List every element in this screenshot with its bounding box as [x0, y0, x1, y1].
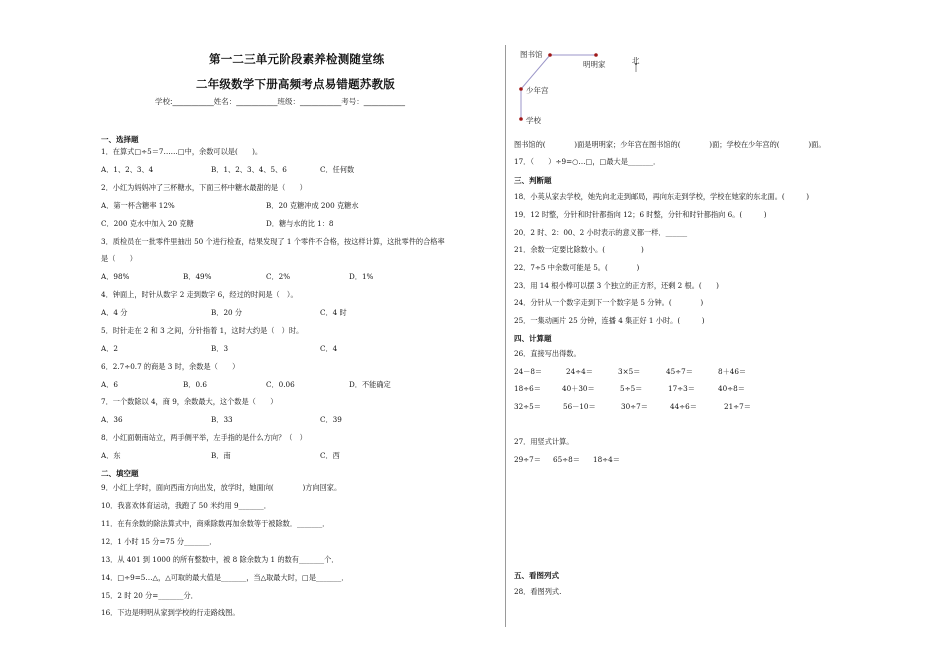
question-3-continued: 是（ ）	[101, 254, 137, 263]
question-7: 7．一个数除以 4，商 9，余数最大，这个数是（ ）	[101, 397, 278, 406]
question-28: 28．看图列式.	[514, 587, 562, 596]
q3-option-b: B．49%	[183, 272, 212, 281]
question-14: 14．□÷9=5…△，△可取的最大值是_______，当△取最大时，□是_______．	[101, 573, 349, 582]
map-label-youth-palace: 少年宫	[526, 86, 549, 95]
map-label-library: 图书馆	[520, 50, 543, 59]
q1-option-b: B．1、2、3、4、5、6	[211, 165, 287, 174]
q7-option-b: B．33	[211, 415, 233, 424]
question-1: 1．在算式□÷5＝7……□中，余数可以是( )。	[101, 147, 263, 156]
q7-option-a: A．36	[101, 415, 123, 424]
section-heading-choice: 一、选择题	[101, 135, 139, 144]
vertical-calc-item: 29÷7＝	[514, 455, 541, 464]
calc-item: 56－10＝	[563, 402, 596, 411]
map-label-home: 明明家	[583, 60, 606, 69]
q2-option-c: C．200 克水中加入 20 克糖	[101, 219, 194, 228]
question-3: 3．质检员在一批零件里抽出 50 个进行检查，结果发现了 1 个零件不合格，按这样计算，这批零件的合格率	[101, 237, 445, 246]
q6-option-b: B．0.6	[183, 380, 207, 389]
question-19: 19．12 时整，分针和时针都指向 12；6 时整，分针和时针都指向 6。( )	[514, 210, 767, 219]
question-18: 18．小英从家去学校，她先向北走到邮局，再向东走到学校，学校在她家的东北面。( )	[514, 192, 810, 201]
question-20: 20．2 时、2：00、2 小时表示的意义都一样．______	[514, 228, 688, 237]
calc-item: 40÷8＝	[718, 384, 745, 393]
section-heading-judge: 三、判断题	[514, 176, 552, 185]
section-heading-picture: 五、看图列式	[514, 571, 559, 580]
section-heading-calc: 四、计算题	[514, 334, 552, 343]
calc-item: 44÷6＝	[670, 402, 697, 411]
q4-option-a: A．4 分	[101, 308, 128, 317]
question-16-blanks: 图书馆的( )面是明明家；少年宫在图书馆的( )面；学校在少年宫的( )面。	[514, 140, 826, 149]
question-21: 21．余数一定要比除数小。( )	[514, 245, 644, 254]
question-16: 16．下边是明明从家到学校的行走路线图。	[101, 608, 240, 617]
calc-item: 17÷3＝	[668, 384, 695, 393]
north-arrow-icon: 北	[632, 56, 640, 65]
calc-item: 3×5＝	[618, 367, 641, 376]
q3-option-d: D．1%	[349, 272, 374, 281]
map-label-school: 学校	[526, 116, 541, 125]
q1-option-c: C．任何数	[320, 165, 355, 174]
question-2: 2．小红为妈妈冲了三杯糖水，下面三杯中糖水最甜的是（ ）	[101, 183, 307, 192]
q7-option-c: C．39	[320, 415, 342, 424]
q4-option-b: B．20 分	[211, 308, 243, 317]
calc-item: 40＋30＝	[562, 384, 595, 393]
question-9: 9．小红上学时，面向西南方向出发，放学时，她面向( )方向回家。	[101, 483, 342, 492]
q2-option-a: A．第一杯含糖率 12%	[101, 201, 175, 210]
question-8: 8．小红面朝南站立，两手侧平举，左手指的是什么方向？（ ）	[101, 433, 307, 442]
q8-option-c: C．西	[320, 451, 340, 460]
question-13: 13．从 401 到 1000 的所有整数中，被 8 除余数为 1 的数有_______个．	[101, 555, 339, 564]
question-15: 15．2 时 20 分=_______分．	[101, 591, 198, 600]
question-12: 12．1 小时 15 分=75 分_______．	[101, 537, 217, 546]
q2-option-d: D．糖与水的比 1：8	[266, 219, 334, 228]
vertical-calc-item: 65÷8＝	[553, 455, 580, 464]
q5-option-c: C．4	[320, 344, 338, 353]
calc-item: 5÷5＝	[620, 384, 643, 393]
question-25: 25．一集动画片 25 分钟，连播 4 集正好 1 小时。( )	[514, 316, 705, 325]
q5-option-b: B．3	[211, 344, 229, 353]
question-5: 5．时针走在 2 和 3 之间，分针指着 1，这时大约是（ ）时。	[101, 326, 304, 335]
section-heading-fill: 二、填空题	[101, 469, 139, 478]
calc-item: 21÷7＝	[724, 402, 751, 411]
question-24: 24．分针从一个数字走到下一个数字是 5 分钟。( )	[514, 298, 704, 307]
question-17: 17．（ ）÷9=○…□，□最大是_______．	[514, 157, 661, 166]
question-26: 26．直接写出得数。	[514, 349, 581, 358]
q6-option-a: A．6	[101, 380, 118, 389]
q6-option-d: D．不能确定	[349, 380, 391, 389]
question-23: 23．用 14 根小棒可以摆 3 个独立的正方形，还剩 2 根。( )	[514, 281, 719, 290]
calc-item: 45÷7＝	[666, 367, 693, 376]
calc-item: 8＋46＝	[718, 367, 747, 376]
question-27: 27．用竖式计算。	[514, 437, 574, 446]
page-title: 第一二三单元阶段素养检测随堂练	[209, 52, 385, 66]
q3-option-c: C．2%	[266, 272, 291, 281]
calc-item: 24÷4＝	[566, 367, 593, 376]
q1-option-a: A．1、2、3、4	[101, 165, 154, 174]
question-6: 6．2.7÷0.7 的商是 3 时，余数是（ ）	[101, 362, 240, 371]
q8-option-b: B．南	[211, 451, 231, 460]
question-22: 22．7÷5 中余数可能是 5。( )	[514, 263, 640, 272]
q3-option-a: A．98%	[101, 272, 130, 281]
q4-option-c: C．4 时	[320, 308, 347, 317]
question-4: 4．钟面上，时针从数字 2 走到数字 6，经过的时间是（ ）。	[101, 290, 298, 299]
q2-option-b: B．20 克糖冲成 200 克糖水	[266, 201, 359, 210]
student-info-line: 学校:___________姓名：___________班级：___________考号：___________	[155, 97, 406, 106]
question-10: 10．我喜欢体育运动，我跑了 50 米约用 9_______．	[101, 501, 271, 510]
q6-option-c: C．0.06	[266, 380, 295, 389]
calc-item: 18÷6＝	[514, 384, 541, 393]
q5-option-a: A．2	[101, 344, 118, 353]
calc-item: 32÷5＝	[514, 402, 541, 411]
calc-item: 30÷7＝	[621, 402, 648, 411]
vertical-calc-item: 18÷4＝	[593, 455, 620, 464]
question-11: 11．在有余数的除法算式中，商乘除数再加余数等于被除数．_______．	[101, 519, 330, 528]
calc-item: 24－8＝	[514, 367, 543, 376]
page-subtitle: 二年级数学下册高频考点易错题苏教版	[196, 77, 395, 91]
q8-option-a: A．东	[101, 451, 121, 460]
